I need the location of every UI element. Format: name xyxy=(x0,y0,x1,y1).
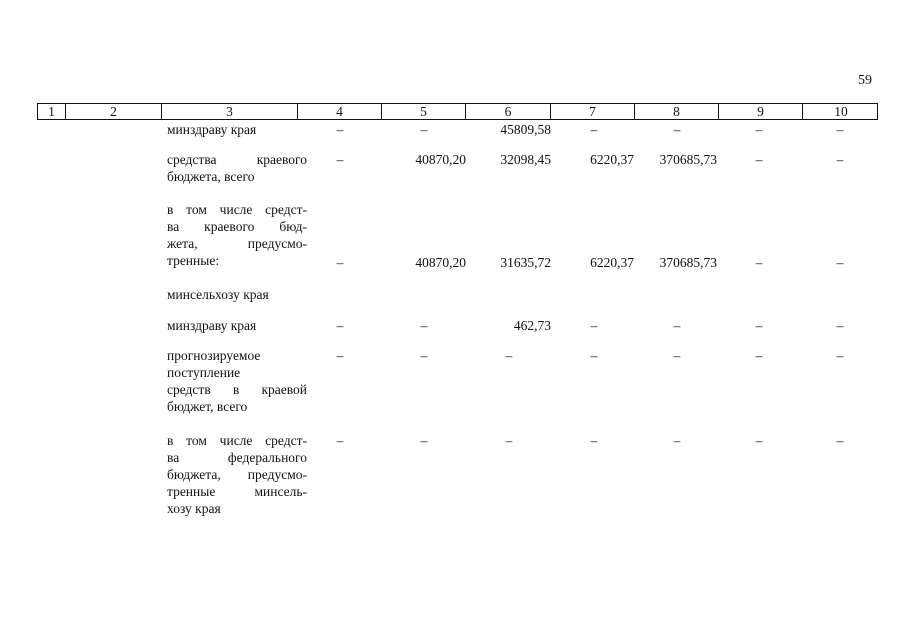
page-number: 59 xyxy=(858,73,872,88)
row-label xyxy=(167,432,307,517)
header-col-2: 2 xyxy=(65,104,161,119)
cell-col-5: – xyxy=(420,433,428,448)
cell-col-8: 370685,73 xyxy=(659,255,717,270)
cell-col-9: – xyxy=(755,255,763,270)
cell-col-6: – xyxy=(505,348,513,363)
row-label-line: ва краевого бюд- xyxy=(167,219,307,234)
cell-col-8: – xyxy=(673,122,681,137)
cell-col-7: 6220,37 xyxy=(590,255,634,270)
row-label xyxy=(167,317,307,334)
cell-col-5: – xyxy=(420,318,428,333)
cell-col-10: – xyxy=(836,348,844,363)
cell-col-4: – xyxy=(336,348,344,363)
cell-col-5: – xyxy=(420,348,428,363)
row-label-line: бюджет, всего xyxy=(167,399,248,414)
row-label-line: жета, предусмо- xyxy=(167,236,307,251)
row-label-line: поступление xyxy=(167,365,241,380)
row-label-line: в том числе средст- xyxy=(167,433,307,448)
cell-col-6: 462,73 xyxy=(513,318,551,333)
cell-col-7: – xyxy=(590,348,598,363)
table-header-row xyxy=(37,103,878,120)
row-label-line: тренные минсель- xyxy=(167,484,307,499)
header-col-5: 5 xyxy=(381,104,465,119)
row-label-line: ва федерального xyxy=(167,450,307,465)
row-label-line: минздраву края xyxy=(167,318,257,333)
row-label-line: тренные: xyxy=(167,253,220,268)
cell-col-5: 40870,20 xyxy=(415,255,466,270)
row-label xyxy=(167,286,307,303)
row-label-line: минздраву края xyxy=(167,122,257,137)
cell-col-10: – xyxy=(836,255,844,270)
row-label-line: в том числе средст- xyxy=(167,202,307,217)
row-label-line: бюджета, предусмо- xyxy=(167,467,307,482)
cell-col-10: – xyxy=(836,152,844,167)
row-label-line: прогнозируемое xyxy=(167,348,261,363)
header-col-4: 4 xyxy=(297,104,381,119)
row-label-line: бюджета, всего xyxy=(167,169,255,184)
row-label-line: средства краевого xyxy=(167,152,307,167)
cell-col-6: 31635,72 xyxy=(500,255,551,270)
cell-col-8: – xyxy=(673,318,681,333)
row-label-line: хозу края xyxy=(167,501,221,516)
cell-col-10: – xyxy=(836,318,844,333)
cell-col-9: – xyxy=(755,348,763,363)
row-label xyxy=(167,347,307,415)
header-col-1: 1 xyxy=(48,104,55,119)
row-label xyxy=(167,201,307,269)
header-col-10: 10 xyxy=(802,104,879,119)
cell-col-10: – xyxy=(836,122,844,137)
cell-col-8: – xyxy=(673,348,681,363)
cell-col-9: – xyxy=(755,152,763,167)
cell-col-7: – xyxy=(590,122,598,137)
cell-col-6: 32098,45 xyxy=(500,152,551,167)
header-col-9: 9 xyxy=(718,104,802,119)
row-label xyxy=(167,121,307,138)
header-col-6: 6 xyxy=(465,104,550,119)
cell-col-7: – xyxy=(590,318,598,333)
row-label-line: минсельхозу края xyxy=(167,287,269,302)
cell-col-4: – xyxy=(336,255,344,270)
row-label xyxy=(167,151,307,185)
cell-col-4: – xyxy=(336,152,344,167)
cell-col-6: 45809,58 xyxy=(500,122,551,137)
cell-col-5: 40870,20 xyxy=(415,152,466,167)
cell-col-4: – xyxy=(336,318,344,333)
cell-col-9: – xyxy=(755,122,763,137)
cell-col-10: – xyxy=(836,433,844,448)
header-col-7: 7 xyxy=(550,104,634,119)
cell-col-7: 6220,37 xyxy=(590,152,634,167)
cell-col-9: – xyxy=(755,433,763,448)
cell-col-4: – xyxy=(336,433,344,448)
cell-col-7: – xyxy=(590,433,598,448)
cell-col-8: – xyxy=(673,433,681,448)
cell-col-5: – xyxy=(420,122,428,137)
cell-col-6: – xyxy=(505,433,513,448)
cell-col-9: – xyxy=(755,318,763,333)
header-col-8: 8 xyxy=(634,104,718,119)
cell-col-8: 370685,73 xyxy=(659,152,717,167)
header-col-3: 3 xyxy=(161,104,297,119)
row-label-line: средств в краевой xyxy=(167,382,307,397)
cell-col-4: – xyxy=(336,122,344,137)
